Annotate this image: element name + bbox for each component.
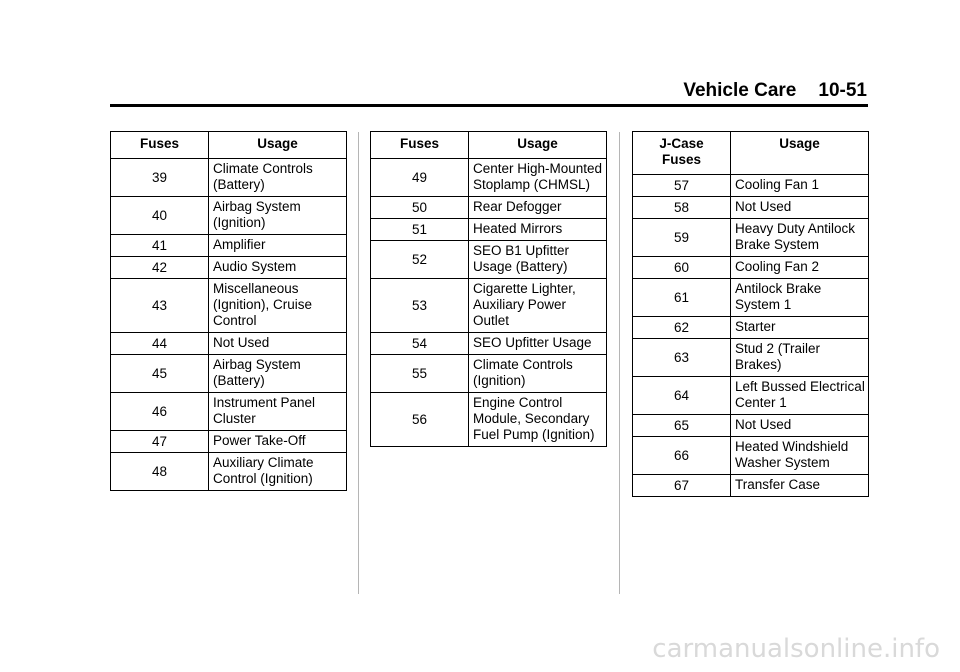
fuse-usage: Not Used (209, 333, 347, 355)
table-row (111, 279, 347, 333)
table-row (111, 159, 347, 197)
fuse-usage: Heated Windshield Washer System (731, 437, 869, 475)
fuse-usage: Airbag System (Battery) (209, 355, 347, 393)
fuse-number: 60 (633, 257, 731, 279)
fuse-number: 59 (633, 219, 731, 257)
table-row (371, 241, 607, 279)
fuse-number: 67 (633, 475, 731, 497)
jcase-fuse-table (632, 131, 869, 497)
fuse-usage: Starter (731, 317, 869, 339)
fuse-number: 46 (111, 393, 209, 431)
fuse-usage: Rear Defogger (469, 197, 607, 219)
fuse-number: 56 (371, 393, 469, 447)
table-row (371, 159, 607, 197)
table-row (111, 257, 347, 279)
table-row (371, 197, 607, 219)
table-row (633, 257, 869, 279)
fuse-number: 47 (111, 431, 209, 453)
table-row (633, 339, 869, 377)
fuse-usage: SEO Upfitter Usage (469, 333, 607, 355)
fuse-number: 57 (633, 175, 731, 197)
fuse-usage: Cigarette Lighter, Auxiliary Power Outlet (469, 279, 607, 333)
table-row (371, 219, 607, 241)
column-header-jcase-fuses: J‐Case Fuses (633, 132, 731, 175)
watermark: carmanualsonline.info (652, 634, 940, 664)
fuse-usage: Power Take‐Off (209, 431, 347, 453)
fuse-usage: Center High‐Mounted Stoplamp (CHMSL) (469, 159, 607, 197)
fuse-number: 45 (111, 355, 209, 393)
table-row (111, 355, 347, 393)
fuse-number: 66 (633, 437, 731, 475)
fuse-usage: Airbag System (Ignition) (209, 197, 347, 235)
table-row (111, 235, 347, 257)
table-row (633, 317, 869, 339)
fuse-number: 61 (633, 279, 731, 317)
table-row (633, 219, 869, 257)
fuse-number: 40 (111, 197, 209, 235)
column-header-usage: Usage (731, 132, 869, 175)
table-row (111, 393, 347, 431)
fuse-usage: SEO B1 Upfitter Usage (Battery) (469, 241, 607, 279)
fuse-number: 48 (111, 453, 209, 491)
section-title: Vehicle Care (683, 80, 797, 101)
fuse-number: 50 (371, 197, 469, 219)
fuse-number: 49 (371, 159, 469, 197)
column-divider-2 (619, 132, 620, 594)
table-row (371, 355, 607, 393)
fuse-number: 58 (633, 197, 731, 219)
fuse-number: 51 (371, 219, 469, 241)
column-header-usage: Usage (469, 132, 607, 159)
table-row (633, 437, 869, 475)
column-header-fuses: Fuses (371, 132, 469, 159)
fuse-number: 53 (371, 279, 469, 333)
table-row (371, 279, 607, 333)
fuse-number: 42 (111, 257, 209, 279)
fuse-usage: Heavy Duty Antilock Brake System (731, 219, 869, 257)
fuse-number: 44 (111, 333, 209, 355)
fuse-usage: Left Bussed Electrical Center 1 (731, 377, 869, 415)
fuse-number: 63 (633, 339, 731, 377)
table-row (633, 377, 869, 415)
fuse-usage: Cooling Fan 2 (731, 257, 869, 279)
fuse-usage: Miscellaneous (Ignition), Cruise Control (209, 279, 347, 333)
fuse-number: 64 (633, 377, 731, 415)
fuse-usage: Instrument Panel Cluster (209, 393, 347, 431)
fuse-usage: Antilock Brake System 1 (731, 279, 869, 317)
table-row (633, 175, 869, 197)
fuse-number: 52 (371, 241, 469, 279)
table-row (371, 333, 607, 355)
fuse-table-2 (370, 131, 607, 447)
table-row (111, 453, 347, 491)
fuse-usage: Stud 2 (Trailer Brakes) (731, 339, 869, 377)
fuse-usage: Auxiliary Climate Control (Ignition) (209, 453, 347, 491)
table-row (111, 333, 347, 355)
column-divider-1 (358, 132, 359, 594)
fuse-number: 54 (371, 333, 469, 355)
fuse-usage: Heated Mirrors (469, 219, 607, 241)
table-row (111, 197, 347, 235)
fuse-table-1 (110, 131, 347, 491)
fuse-number: 55 (371, 355, 469, 393)
table-row (371, 393, 607, 447)
column-header-usage: Usage (209, 132, 347, 159)
page-number: 10-51 (818, 80, 867, 101)
fuse-number: 41 (111, 235, 209, 257)
table-row (633, 197, 869, 219)
table-row (633, 475, 869, 497)
fuse-usage: Engine Control Module, Secondary Fuel Pump (Ignition) (469, 393, 607, 447)
page-header (683, 80, 867, 102)
fuse-number: 39 (111, 159, 209, 197)
fuse-number: 62 (633, 317, 731, 339)
fuse-usage: Not Used (731, 197, 869, 219)
table-row (633, 279, 869, 317)
fuse-usage: Climate Controls (Ignition) (469, 355, 607, 393)
fuse-number: 65 (633, 415, 731, 437)
fuse-usage: Audio System (209, 257, 347, 279)
fuse-usage: Climate Controls (Battery) (209, 159, 347, 197)
header-rule (110, 104, 868, 107)
column-header-fuses: Fuses (111, 132, 209, 159)
table-row (111, 431, 347, 453)
fuse-usage: Transfer Case (731, 475, 869, 497)
fuse-usage: Amplifier (209, 235, 347, 257)
table-row (633, 415, 869, 437)
fuse-usage: Cooling Fan 1 (731, 175, 869, 197)
fuse-number: 43 (111, 279, 209, 333)
fuse-usage: Not Used (731, 415, 869, 437)
